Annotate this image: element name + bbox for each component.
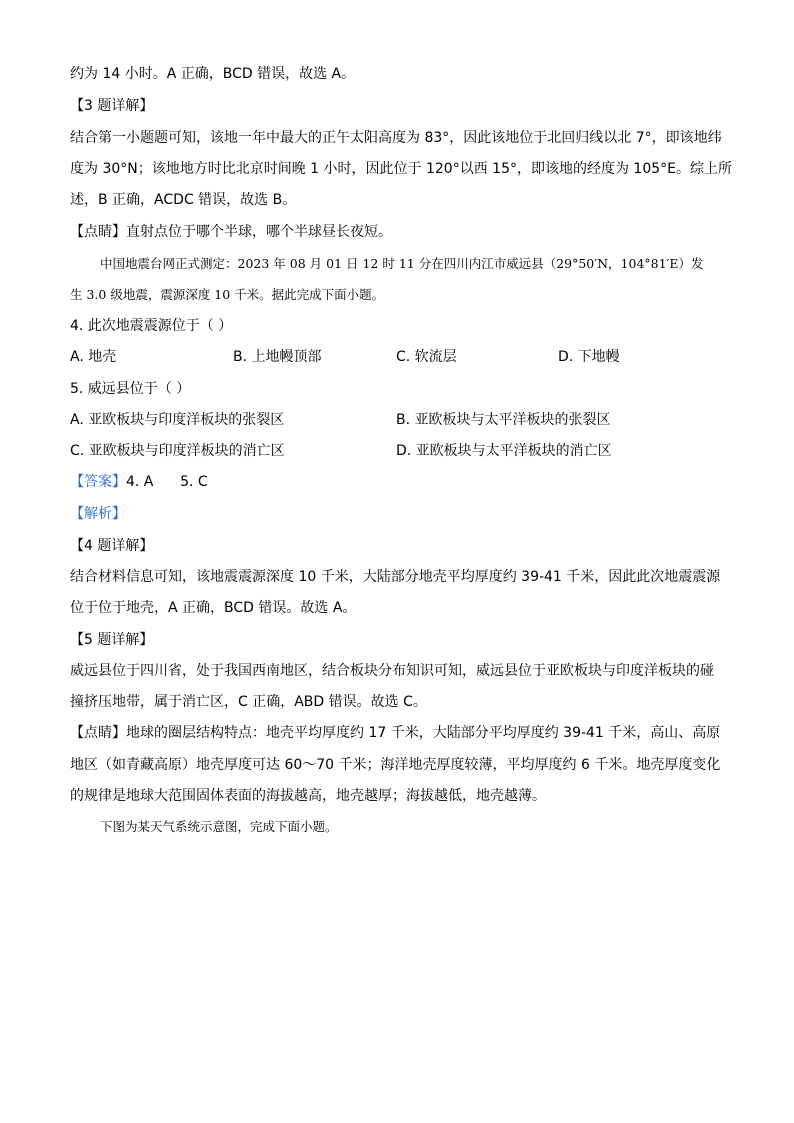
tip-note-2-line1: 【点睛】地球的圈层结构特点：地壳平均厚度约 17 千米，大陆部分平均厚度约 39-41 千米，高山、高原 <box>70 725 721 741</box>
heading-q3-detail: 【3 题详解】 <box>70 98 154 114</box>
tip-note-1: 【点睛】直射点位于哪个半球，哪个半球昼长夜短。 <box>70 224 392 240</box>
paragraph-q3-line3: 述，B 正确，ACDC 错误，故选 B。 <box>70 192 297 208</box>
answer-label: 【答案】 <box>70 474 126 490</box>
heading-q4-detail: 【4 题详解】 <box>70 538 154 554</box>
question-5-option-a: A. 亚欧板块与印度洋板块的张裂区 <box>70 412 285 428</box>
question-5-stem: 5. 威远县位于（ ） <box>70 381 191 397</box>
material-weather-system: 下图为某天气系统示意图，完成下面小题。 <box>100 819 338 834</box>
question-5-option-c: C. 亚欧板块与印度洋板块的消亡区 <box>70 443 285 459</box>
analysis-label: 【解析】 <box>70 506 126 522</box>
heading-q5-detail: 【5 题详解】 <box>70 632 154 648</box>
question-4-option-d: D. 下地幔 <box>558 349 620 365</box>
question-5-option-b: B. 亚欧板块与太平洋板块的张裂区 <box>396 412 611 428</box>
answer-line <box>70 472 208 492</box>
question-4-stem: 4. 此次地震震源位于（ ） <box>70 318 233 334</box>
material-earthquake-line2: 生 3.0 级地震，震源深度 10 千米。据此完成下面小题。 <box>70 287 385 302</box>
tip-note-2-line3: 的规律是地球大范围固体表面的海拔越高，地壳越厚；海拔越低，地壳越薄。 <box>70 788 546 804</box>
paragraph-q5-line1: 威远县位于四川省，处于我国西南地区，结合板块分布知识可知，威远县位于亚欧板块与印度洋板块的碰 <box>70 663 714 679</box>
question-5-option-d: D. 亚欧板块与太平洋板块的消亡区 <box>396 443 612 459</box>
paragraph-q4-line1: 结合材料信息可知，该地震震源深度 10 千米，大陆部分地壳平均厚度约 39-41 千米，因此此次地震震源 <box>70 569 721 585</box>
answer-text: 4. A 5. C <box>126 474 208 490</box>
question-4-option-b: B. 上地幔顶部 <box>233 349 322 365</box>
tip-note-2-line2: 地区（如青藏高原）地壳厚度可达 60～70 千米；海洋地壳厚度较薄，平均厚度约 6 千米。地壳厚度变化 <box>70 757 721 773</box>
paragraph-q5-line2: 撞挤压地带，属于消亡区，C 正确，ABD 错误。故选 C。 <box>70 694 427 710</box>
paragraph-q3-line1: 结合第一小题题可知，该地一年中最大的正午太阳高度为 83°，因此该地位于北回归线以北 7°，即该地纬 <box>70 130 722 146</box>
material-earthquake-line1: 中国地震台网正式测定：2023 年 08 月 01 日 12 时 11 分在四川内江市威远县（29°50′N，104°81′E）发 <box>100 256 704 271</box>
paragraph-q3-line2: 度为 30°N；该地地方时比北京时间晚 1 小时，因此位于 120°以西 15°，即该地的经度为 105°E。综上所 <box>70 161 732 177</box>
paragraph-q4-line2: 位于位于地壳，A 正确，BCD 错误。故选 A。 <box>70 600 357 616</box>
paragraph-q2-end: 约为 14 小时。A 正确，BCD 错误，故选 A。 <box>70 66 356 82</box>
question-4-option-a: A. 地壳 <box>70 349 117 365</box>
question-4-option-c: C. 软流层 <box>396 349 457 365</box>
